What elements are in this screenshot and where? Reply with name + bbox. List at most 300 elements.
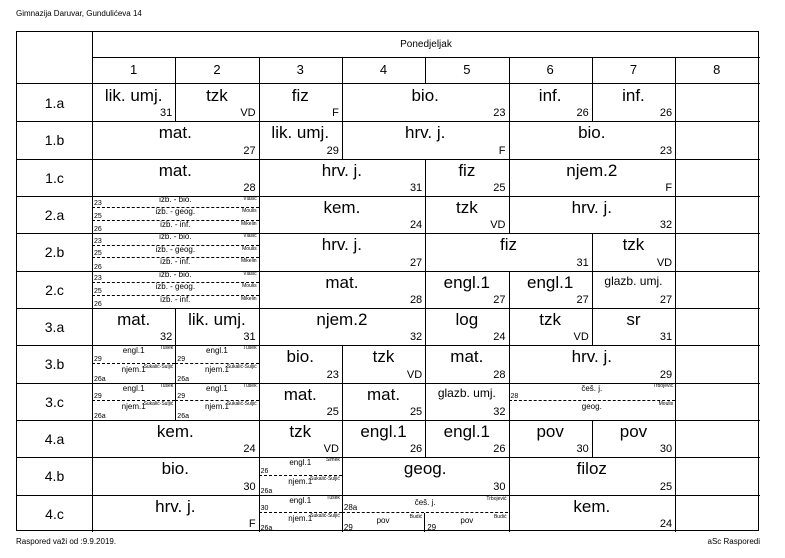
- group-room: 29: [94, 393, 102, 401]
- group-half: [425, 513, 508, 532]
- subject-name: bio.: [161, 459, 189, 479]
- lesson-cell[interactable]: [509, 84, 592, 121]
- school-name: Gimnazija Daruvar, Gundulićeva 14: [16, 9, 142, 18]
- room-number: 31: [243, 331, 256, 344]
- lesson-divider: [592, 308, 593, 345]
- subject-name: fiz: [499, 235, 517, 255]
- group-subject: njem.1: [288, 476, 313, 486]
- room-number: 26: [576, 107, 589, 120]
- group-lesson: [92, 258, 259, 270]
- lesson-cell[interactable]: [425, 159, 508, 196]
- subject-name: mat.: [158, 160, 192, 180]
- group-room: 26a: [260, 524, 273, 532]
- class-label: 4.c: [45, 505, 64, 522]
- lesson-cell[interactable]: [509, 159, 676, 196]
- lesson-divider: [425, 196, 426, 233]
- group-subject: izb. - bio.: [159, 195, 192, 204]
- group-lesson: [92, 283, 259, 295]
- group-subject: njem.1: [288, 514, 313, 524]
- group-teacher: Moulis: [658, 401, 674, 408]
- lesson-cell[interactable]: [92, 495, 259, 532]
- lesson-cell[interactable]: [259, 159, 426, 196]
- period8-divider: [675, 308, 676, 345]
- group-room: 26a: [260, 487, 273, 495]
- validity-note: Raspored važi od :9.9.2019.: [16, 537, 117, 546]
- lesson-divider: [342, 495, 343, 532]
- subject-name: engl.1: [443, 421, 490, 441]
- subject-name: tzk: [622, 235, 645, 255]
- group-subject: engl.1: [206, 383, 228, 393]
- group-subject: njem.1: [121, 364, 146, 374]
- room-number: 30: [659, 443, 673, 456]
- lesson-cell[interactable]: [509, 121, 676, 158]
- room-number: 26: [409, 443, 423, 456]
- subject-name: kem.: [573, 496, 611, 516]
- lesson-divider: [509, 457, 510, 494]
- lesson-cell[interactable]: [509, 495, 676, 532]
- subject-name: pov: [536, 421, 564, 441]
- lesson-divider: [509, 159, 510, 196]
- lesson-divider: [509, 84, 510, 121]
- period-divider: [592, 57, 593, 84]
- period8-divider: [675, 457, 676, 494]
- lesson-cell[interactable]: [259, 121, 342, 158]
- lesson-divider: [259, 308, 260, 345]
- lesson-cell[interactable]: [509, 308, 592, 345]
- room-number: 31: [659, 331, 673, 344]
- lesson-divider: [592, 420, 593, 457]
- group-subject: izb. - bio.: [159, 270, 192, 279]
- class-label: 1.b: [44, 132, 65, 149]
- lesson-divider: [259, 271, 260, 308]
- room-number: 25: [326, 405, 339, 418]
- lesson-divider: [259, 159, 260, 196]
- period-divider: [175, 57, 176, 84]
- group-lesson: [175, 364, 258, 383]
- lesson-divider: [592, 233, 593, 270]
- lesson-divider: [259, 495, 260, 532]
- group-teacher: Sukalić-Suljić: [310, 475, 340, 482]
- group-room: 30: [260, 505, 269, 513]
- lesson-cell[interactable]: [425, 383, 508, 420]
- group-teacher: Tušek: [243, 382, 257, 389]
- lesson-cell[interactable]: [592, 84, 675, 121]
- group-room: 26a: [177, 375, 189, 383]
- lesson-cell[interactable]: [92, 196, 259, 233]
- room-number: 32: [409, 331, 423, 344]
- lesson-cell[interactable]: [259, 383, 342, 420]
- group-room: 26: [94, 226, 102, 234]
- subject-name: engl.1: [360, 421, 407, 441]
- period-divider: [342, 57, 343, 84]
- group-lesson: [259, 513, 342, 532]
- group-teacher: Moulis: [242, 208, 257, 215]
- subject-name: sr: [626, 309, 641, 329]
- lesson-divider: [509, 383, 510, 420]
- room-number: 27: [409, 256, 423, 269]
- room-number: 24: [659, 517, 673, 530]
- lesson-cell[interactable]: [259, 308, 426, 345]
- group-room: 29: [177, 355, 186, 363]
- room-number: 23: [326, 368, 339, 381]
- lesson-cell[interactable]: [425, 233, 592, 270]
- room-number: VD: [573, 331, 589, 344]
- period8-divider: [675, 121, 676, 158]
- lesson-divider: [342, 383, 343, 420]
- software-credit: aSc Rasporedi: [707, 537, 760, 546]
- group-room: 29: [177, 393, 186, 401]
- group-teacher: Mikelin: [241, 258, 257, 265]
- lesson-cell[interactable]: [259, 233, 426, 270]
- class-label: 1.c: [45, 169, 64, 186]
- group-subject: engl.1: [289, 495, 312, 505]
- lesson-divider: [259, 233, 260, 270]
- group-subject: njem.1: [204, 402, 229, 412]
- lesson-cell[interactable]: [175, 308, 258, 345]
- lesson-divider: [342, 84, 343, 121]
- period8-divider: [675, 84, 676, 121]
- class-label: 2.a: [44, 206, 65, 223]
- period-divider: [425, 57, 426, 84]
- group-room: 29: [427, 522, 437, 532]
- class-label: 4.a: [44, 430, 65, 447]
- lesson-divider: [592, 271, 593, 308]
- group-room: 28: [510, 393, 519, 401]
- period-divider: [675, 57, 676, 84]
- lesson-cell[interactable]: [92, 345, 175, 382]
- lesson-divider: [342, 121, 343, 158]
- room-number: F: [498, 144, 506, 157]
- lesson-divider: [175, 308, 176, 345]
- group-room: 25: [94, 212, 102, 220]
- subject-name: mat.: [325, 272, 359, 292]
- lesson-cell[interactable]: [509, 420, 592, 457]
- lesson-cell[interactable]: [509, 383, 676, 420]
- subject-name: lik. umj.: [271, 123, 330, 143]
- class-label: 1.a: [44, 95, 65, 111]
- room-number: 30: [243, 480, 256, 493]
- room-number: 25: [659, 480, 673, 493]
- room-number: F: [332, 107, 339, 120]
- period-header-2: 2: [213, 62, 221, 77]
- subject-name: filoz: [576, 459, 607, 479]
- group-subject: izb. - bio.: [159, 233, 192, 242]
- lesson-divider: [259, 121, 260, 158]
- group-room: 29: [94, 355, 102, 363]
- lesson-cell[interactable]: [342, 121, 509, 158]
- lesson-cell[interactable]: [92, 308, 175, 345]
- group-subject: izb. - geog.: [155, 282, 196, 292]
- class-label: 4.b: [44, 468, 65, 485]
- lesson-divider: [592, 84, 593, 121]
- period-header-8: 8: [713, 62, 721, 77]
- group-room: 26: [94, 263, 102, 271]
- group-subject: engl.1: [206, 346, 228, 356]
- class-label: 3.a: [44, 318, 65, 335]
- period8-divider: [675, 420, 676, 457]
- group-subject: engl.1: [122, 346, 145, 356]
- lesson-divider: [425, 383, 426, 420]
- period8-divider: [675, 196, 676, 233]
- lesson-divider: [342, 345, 343, 382]
- group-lesson: [92, 296, 259, 308]
- room-number: 23: [493, 107, 506, 120]
- subject-name: kem.: [323, 197, 361, 217]
- lesson-cell[interactable]: [342, 457, 509, 494]
- group-teacher: Sukalić-Suljić: [226, 363, 257, 370]
- group-teacher: Moulis: [242, 283, 257, 290]
- room-number: 27: [243, 144, 256, 157]
- lesson-cell[interactable]: [175, 383, 258, 420]
- group-lesson: [92, 364, 175, 383]
- lesson-cell[interactable]: [259, 271, 426, 308]
- room-number: 30: [493, 480, 506, 493]
- lesson-cell[interactable]: [509, 457, 676, 494]
- subject-name: pov: [619, 421, 648, 441]
- lesson-cell[interactable]: [592, 233, 675, 270]
- room-number: 30: [576, 443, 589, 456]
- group-lesson: [92, 383, 175, 402]
- subject-name: inf.: [622, 86, 645, 105]
- subject-name: mat.: [117, 309, 151, 329]
- subject-name: tzk: [539, 309, 562, 329]
- group-teacher: Sukalić-Suljić: [143, 363, 174, 370]
- group-lesson: [509, 383, 676, 402]
- group-teacher: Trbojević: [486, 495, 507, 502]
- lesson-cell[interactable]: [509, 345, 676, 382]
- group-subject: njem.1: [121, 402, 146, 412]
- lesson-divider: [259, 196, 260, 233]
- period-header-7: 7: [629, 62, 638, 77]
- subject-name: lik. umj.: [104, 86, 163, 105]
- period-header-1: 1: [130, 62, 138, 77]
- room-number: VD: [323, 443, 339, 456]
- subject-name: bio.: [411, 86, 439, 105]
- room-number: 28: [243, 181, 256, 194]
- group-subject: geog.: [581, 402, 602, 412]
- room-number: 27: [659, 293, 673, 306]
- lesson-divider: [509, 308, 510, 345]
- room-number: 29: [326, 144, 339, 157]
- period8-divider: [675, 271, 676, 308]
- group-room: 26a: [177, 412, 189, 420]
- group-room: 26a: [94, 412, 106, 420]
- group-room: 26a: [94, 375, 106, 383]
- group-lesson: [509, 401, 676, 420]
- group-subject: engl.1: [122, 383, 145, 393]
- lesson-cell[interactable]: [592, 271, 675, 308]
- room-number: 25: [493, 181, 506, 194]
- group-subject: izb. - geog.: [155, 244, 196, 254]
- room-number: 27: [493, 293, 506, 306]
- lesson-cell[interactable]: [509, 271, 592, 308]
- group-subject: pov: [460, 516, 474, 526]
- subject-name: hrv. j.: [155, 496, 196, 516]
- lesson-cell[interactable]: [509, 196, 676, 233]
- lesson-cell[interactable]: [92, 159, 259, 196]
- lesson-cell[interactable]: [92, 271, 259, 308]
- room-number: 29: [659, 368, 673, 381]
- lesson-cell[interactable]: [259, 345, 342, 382]
- lesson-cell[interactable]: [92, 233, 259, 270]
- room-number: 31: [576, 256, 589, 269]
- lesson-divider: [259, 383, 260, 420]
- group-room: 29: [343, 522, 353, 532]
- lesson-divider: [342, 420, 343, 457]
- group-lesson-split: [342, 513, 509, 532]
- group-lesson: [92, 345, 175, 364]
- lesson-cell[interactable]: [592, 308, 675, 345]
- lesson-cell[interactable]: [342, 495, 509, 532]
- group-lesson: [259, 495, 342, 514]
- subject-name: fiz: [458, 160, 476, 180]
- group-teacher: Mikelin: [241, 220, 257, 227]
- group-lesson: [175, 383, 258, 402]
- group-room: 23: [94, 200, 102, 208]
- subject-name: bio.: [578, 123, 606, 143]
- group-teacher: Trbojević: [652, 382, 674, 389]
- group-teacher: Sukalić-Suljić: [226, 401, 257, 408]
- lesson-divider: [509, 121, 510, 158]
- lesson-cell[interactable]: [259, 196, 426, 233]
- lesson-cell[interactable]: [175, 84, 258, 121]
- lesson-divider: [342, 457, 343, 494]
- subject-name: inf.: [538, 86, 562, 105]
- lesson-cell[interactable]: [92, 121, 259, 158]
- timetable: [16, 31, 759, 531]
- room-number: 23: [659, 144, 673, 157]
- subject-name: engl.1: [526, 272, 574, 292]
- lesson-cell[interactable]: [342, 345, 425, 382]
- room-number: 26: [493, 443, 506, 456]
- group-teacher: Tušek: [159, 382, 174, 389]
- group-lesson: [259, 476, 342, 495]
- lesson-divider: [425, 271, 426, 308]
- group-teacher: Vlasić: [243, 195, 257, 202]
- group-teacher: Moulis: [242, 245, 257, 252]
- lesson-divider: [509, 345, 510, 382]
- subject-name: tzk: [372, 347, 395, 367]
- subject-name: tzk: [455, 197, 478, 217]
- group-lesson: [92, 208, 259, 220]
- group-room: 26: [260, 467, 269, 475]
- subject-name: hrv. j.: [321, 235, 363, 255]
- subject-name: geog.: [403, 459, 447, 479]
- class-label: 3.b: [44, 356, 65, 373]
- class-label: 2.c: [45, 281, 64, 298]
- subject-name: glazb. umj.: [604, 273, 663, 288]
- lesson-cell[interactable]: [92, 457, 259, 494]
- group-teacher: Simek: [325, 457, 340, 464]
- lesson-divider: [425, 308, 426, 345]
- room-number: VD: [490, 219, 506, 232]
- group-teacher: Mikelin: [241, 295, 257, 302]
- lesson-cell[interactable]: [425, 196, 508, 233]
- period8-divider: [675, 383, 676, 420]
- lesson-cell[interactable]: [92, 84, 175, 121]
- group-teacher: Tušek: [243, 345, 257, 352]
- room-number: F: [248, 517, 256, 530]
- lesson-cell[interactable]: [342, 420, 425, 457]
- group-lesson: [92, 233, 259, 245]
- subject-name: engl.1: [443, 272, 490, 292]
- subject-name: lik. umj.: [188, 309, 246, 329]
- room-number: 24: [243, 443, 256, 456]
- subject-name: tzk: [206, 86, 228, 105]
- lesson-cell[interactable]: [425, 271, 508, 308]
- group-teacher: Sukalić-Suljić: [310, 513, 340, 520]
- lesson-cell[interactable]: [259, 495, 342, 532]
- day-header: Ponedjeljak: [400, 39, 452, 50]
- subject-name: hrv. j.: [571, 197, 612, 217]
- group-room: 23: [94, 237, 102, 245]
- lesson-cell[interactable]: [425, 420, 508, 457]
- group-subject: izb. - inf.: [160, 294, 191, 304]
- group-room: 23: [94, 275, 102, 283]
- group-lesson: [175, 345, 258, 364]
- room-number: VD: [406, 368, 423, 381]
- subject-name: log: [455, 309, 479, 329]
- room-number: VD: [240, 107, 256, 120]
- class-label: 3.c: [45, 393, 64, 410]
- period8-divider: [675, 345, 676, 382]
- group-teacher: Budić: [409, 514, 423, 521]
- lesson-cell[interactable]: [92, 383, 175, 420]
- room-number: 25: [409, 405, 423, 418]
- room-number: F: [665, 181, 673, 194]
- subject-name: fiz: [291, 86, 309, 105]
- period8-divider: [675, 495, 676, 532]
- subject-name: mat.: [450, 347, 484, 367]
- group-subject: pov: [376, 516, 390, 526]
- lesson-cell[interactable]: [175, 345, 258, 382]
- lesson-cell[interactable]: [92, 420, 259, 457]
- lesson-divider: [425, 233, 426, 270]
- lesson-cell[interactable]: [425, 308, 508, 345]
- class-label: 2.b: [44, 244, 65, 261]
- lesson-divider: [175, 345, 176, 382]
- lesson-divider: [425, 345, 426, 382]
- group-subject: češ. j.: [581, 383, 603, 393]
- period-header-3: 3: [296, 62, 304, 77]
- group-teacher: Budić: [493, 514, 507, 521]
- group-lesson: [342, 495, 509, 514]
- group-subject: češ. j.: [414, 497, 436, 507]
- group-subject: njem.1: [204, 364, 229, 374]
- group-teacher: Tušek: [326, 494, 340, 501]
- lesson-cell[interactable]: [342, 84, 509, 121]
- lesson-divider: [509, 196, 510, 233]
- period-divider: [259, 57, 260, 84]
- lesson-cell[interactable]: [425, 345, 508, 382]
- lesson-cell[interactable]: [342, 383, 425, 420]
- lesson-cell[interactable]: [259, 84, 342, 121]
- lesson-divider: [425, 420, 426, 457]
- subject-name: mat.: [367, 384, 401, 404]
- subject-name: tzk: [289, 421, 312, 441]
- subject-name: kem.: [156, 421, 194, 441]
- group-half: [342, 513, 425, 532]
- period-header-6: 6: [546, 62, 554, 77]
- group-teacher: Vlasić: [243, 233, 257, 240]
- lesson-cell[interactable]: [259, 420, 342, 457]
- lesson-divider: [425, 159, 426, 196]
- group-teacher: Vlasić: [243, 270, 257, 277]
- group-room: 28a: [343, 503, 358, 513]
- room-number: VD: [656, 256, 673, 269]
- lesson-cell[interactable]: [592, 420, 675, 457]
- lesson-cell[interactable]: [259, 457, 342, 494]
